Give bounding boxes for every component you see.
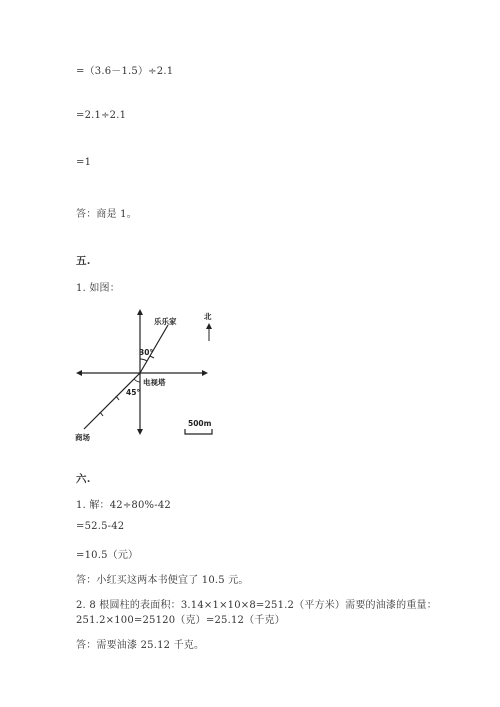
label-scale: 500m [188, 419, 212, 428]
north-arrowhead [137, 309, 143, 315]
section-6-item-1-answer: 答：小红买这两本书便宜了 10.5 元。 [76, 575, 249, 586]
calc-line-3: =1 [76, 157, 92, 168]
west-arrowhead [76, 370, 82, 376]
section-6-item-2-line-1: 2. 8 根圆柱的表面积：3.14×1×10×8=251.2（平方米）需要的油漆的重量： [76, 600, 437, 611]
east-arrowhead [202, 370, 208, 376]
label-angle-30: 30° [139, 348, 154, 357]
label-angle-45: 45° [126, 388, 141, 397]
calc-line-1: =（3.6－1.5）÷2.1 [76, 66, 174, 77]
scale-bar [185, 429, 212, 434]
label-mall: 商场 [75, 433, 90, 442]
calc-line-2: =2.1÷2.1 [76, 110, 127, 121]
section-6-item-2-line-2: 251.2×100=25120（克）=25.12（千克） [76, 615, 285, 626]
section-6-item-1-line-2: =52.5-42 [76, 521, 125, 532]
section-6-item-1-line-3: =10.5（元） [76, 550, 139, 561]
mall-direction-line [84, 373, 140, 429]
angle-30-arc [140, 359, 147, 361]
section-5-heading: 五. [76, 255, 91, 267]
label-tv-tower: 电视塔 [143, 378, 166, 387]
calc-answer: 答：商是 1。 [76, 209, 137, 220]
section-6-item-2-answer: 答：需要油漆 25.12 千克。 [76, 640, 205, 651]
north-arrow-head [206, 323, 212, 329]
mall-tick-1 [116, 396, 119, 400]
mall-tick-2 [100, 412, 103, 416]
south-arrowhead [137, 429, 143, 435]
label-north: 北 [204, 312, 212, 321]
direction-map-figure [72, 303, 222, 445]
section-5-item-1: 1. 如图： [76, 283, 120, 294]
section-6-item-1-line-1: 1. 解：42÷80%-42 [76, 500, 171, 511]
angle-45-arc [134, 379, 140, 382]
section-6-heading: 六. [76, 473, 91, 485]
label-home: 乐乐家 [154, 317, 177, 326]
